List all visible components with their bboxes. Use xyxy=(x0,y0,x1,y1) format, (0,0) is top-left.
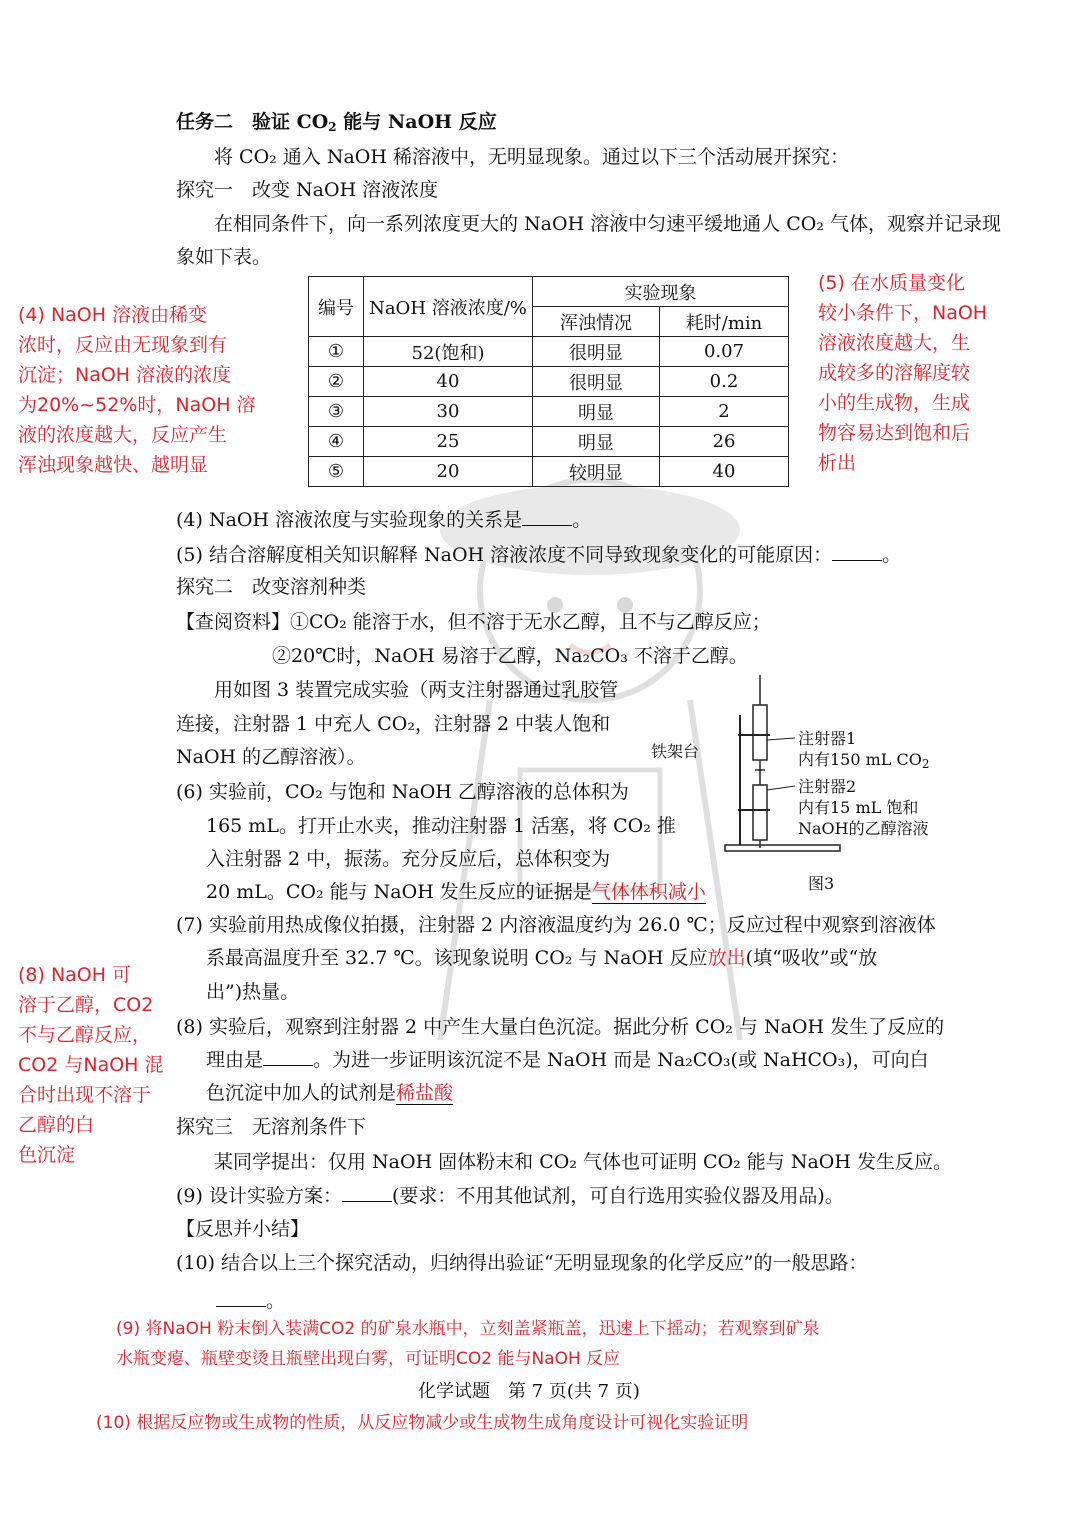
explore3-heading: 探究三 无溶剂条件下 xyxy=(176,1116,367,1138)
reference-2: ②20℃时，NaOH 易溶于乙醇，Na₂CO₃ 不溶于乙醇。 xyxy=(272,645,748,667)
cell: ⑤ xyxy=(309,457,364,487)
handwritten-answer-10: (10) 根据反应物或生成物的性质，从反应物减少或生成物生成角度设计可视化实验证明 xyxy=(96,1413,749,1433)
cell: ① xyxy=(309,337,364,367)
paragraph-2a: 用如图 3 装置完成实验（两支注射器通过乳胶管 xyxy=(214,679,619,701)
question-6b: 165 mL。打开止水夹，推动注射器 1 活塞，将 CO₂ 推 xyxy=(206,815,676,837)
question-6c: 入注射器 2 中，振荡。充分反应后，总体积变为 xyxy=(206,848,611,870)
question-8a: (8) 实验后，观察到注射器 2 中产生大量白色沉淀。据此分析 CO₂ 与 NaOH 发生了反应的 xyxy=(176,1016,945,1038)
table-row xyxy=(309,337,789,367)
handwritten-answer-6: 气体体积减小 xyxy=(591,881,706,903)
table-row xyxy=(309,457,789,487)
label-stand: 铁架台 xyxy=(651,742,700,761)
paragraph-1b: 象如下表。 xyxy=(176,246,272,268)
label-syringe-1: 注射器1 内有150 mL $CO_2$ xyxy=(798,729,930,771)
reflect-heading: 【反思并小结】 xyxy=(176,1218,310,1240)
table-row xyxy=(309,397,789,427)
question-5: (5) 结合溶解度相关知识解释 NaOH 溶液浓度不同导致现象变化的可能原因： 。 xyxy=(176,544,902,566)
question-7a: (7) 实验前用热成像仪拍摄，注射器 2 内溶液温度约为 26.0 ℃；反应过程中观察到溶液体 xyxy=(176,914,936,936)
handwritten-answer-5: (5) 在水质量变化 较小条件下，NaOH 溶液浓度越大，生 成较多的溶解度较 小的生成物，生成 物容易达到饱和后 析出 xyxy=(818,272,988,474)
question-8c: 色沉淀中加人的试剂是稀盐酸 xyxy=(206,1082,454,1104)
cell: 明显 xyxy=(533,397,660,427)
handwritten-answer-9: (9) 将NaOH 粉末倒入装满CO2 的矿泉水瓶中，立刻盖紧瓶盖，迅速上下摇动；若观察到矿泉 水瓶变瘪、瓶壁变烫且瓶壁出现白雾，可证明CO2 能与NaOH 反应 xyxy=(116,1319,820,1369)
question-6a: (6) 实验前，CO₂ 与饱和 NaOH 乙醇溶液的总体积为 xyxy=(176,781,629,803)
cell: 52(饱和) xyxy=(364,337,533,367)
cell: 0.07 xyxy=(660,337,789,367)
cell: 26 xyxy=(660,427,789,457)
question-10a: (10) 结合以上三个探究活动，归纳得出验证“无明显现象的化学反应”的一般思路： xyxy=(176,1252,868,1274)
cell: 40 xyxy=(660,457,789,487)
cell: 30 xyxy=(364,397,533,427)
cell: 20 xyxy=(364,457,533,487)
cell: 2 xyxy=(660,397,789,427)
label-syringe-2: 注射器2 内有15 mL 饱和 NaOH的乙醇溶液 xyxy=(798,777,929,838)
intro-text: 将 CO₂ 通入 NaOH 稀溶液中，无明显现象。通过以下三个活动展开探究： xyxy=(214,146,849,168)
question-7b: 系最高温度升至 32.7 ℃。该现象说明 CO₂ 与 NaOH 反应放出(填“吸收”或“放 xyxy=(206,947,878,969)
cell: 很明显 xyxy=(533,337,660,367)
table-row xyxy=(309,427,789,457)
cell: 较明显 xyxy=(533,457,660,487)
reference-1: 【查阅资料】①CO₂ 能溶于水，但不溶于无水乙醇，且不与乙醇反应； xyxy=(176,611,771,633)
cell: 40 xyxy=(364,367,533,397)
cell: 25 xyxy=(364,427,533,457)
cell: ④ xyxy=(309,427,364,457)
cell: ② xyxy=(309,367,364,397)
explore1-heading: 探究一 改变 NaOH 溶液浓度 xyxy=(176,179,439,201)
paragraph-3: 某同学提出：仅用 NaOH 固体粉末和 CO₂ 气体也可证明 CO₂ 能与 NaOH 发生反应。 xyxy=(214,1151,952,1173)
header-num: 编号 xyxy=(309,277,364,337)
question-6d: 20 mL。CO₂ 能与 NaOH 发生反应的证据是气体体积减小 xyxy=(206,881,706,903)
handwritten-answer-8: (8) NaOH 可 溶于乙醇，CO2 不与乙醇反应， CO2 与NaOH 混 合时出现不溶于 乙醇的白 色沉淀 xyxy=(18,964,164,1166)
paragraph-1a: 在相同条件下，向一系列浓度更大的 NaOH 溶液中匀速平缓地通人 CO₂ 气体，观察并记录现 xyxy=(214,213,1001,235)
handwritten-answer-4: (4) NaOH 溶液由稀变 浓时，反应由无现象到有 沉淀；NaOH 溶液的浓度 为20%~52%时，NaOH 溶 液的浓度越大，反应产生 浑浊现象越快、越明显 xyxy=(18,304,256,476)
paragraph-2c: NaOH 的乙醇溶液）。 xyxy=(176,746,366,768)
cell: 明显 xyxy=(533,427,660,457)
question-9: (9) 设计实验方案： (要求：不用其他试剂，可自行选用实验仪器及用品)。 xyxy=(176,1185,844,1207)
handwritten-answer-7: 放出 xyxy=(707,947,746,969)
page-footer: 化学试题 第 7 页(共 7 页) xyxy=(418,1381,640,1402)
handwritten-answer-8-reagent: 稀盐酸 xyxy=(396,1082,454,1104)
question-4: (4) NaOH 溶液浓度与实验现象的关系是 。 xyxy=(176,509,592,531)
table-row xyxy=(309,367,789,397)
question-7c: 出”)热量。 xyxy=(206,981,300,1003)
question-10b: 。 xyxy=(216,1289,285,1313)
task-title: 任务二 验证 $CO_2$ 能与 NaOH 反应 xyxy=(176,111,497,134)
header-turbidity: 浑浊情况 xyxy=(533,307,660,337)
header-time: 耗时/min xyxy=(660,307,789,337)
cell: 很明显 xyxy=(533,367,660,397)
cell: 0.2 xyxy=(660,367,789,397)
header-phenomenon: 实验现象 xyxy=(533,277,789,307)
results-table xyxy=(308,276,789,487)
figure-caption: 图3 xyxy=(808,874,835,893)
question-8b: 理由是 。为进一步证明该沉淀不是 NaOH 而是 Na₂CO₃(或 NaHCO₃)，可向白 xyxy=(206,1049,929,1071)
explore2-heading: 探究二 改变溶剂种类 xyxy=(176,576,367,598)
paragraph-2b: 连接，注射器 1 中充人 CO₂，注射器 2 中装人饱和 xyxy=(176,713,611,735)
header-conc: NaOH 溶液浓度/% xyxy=(364,277,533,337)
cell: ③ xyxy=(309,397,364,427)
